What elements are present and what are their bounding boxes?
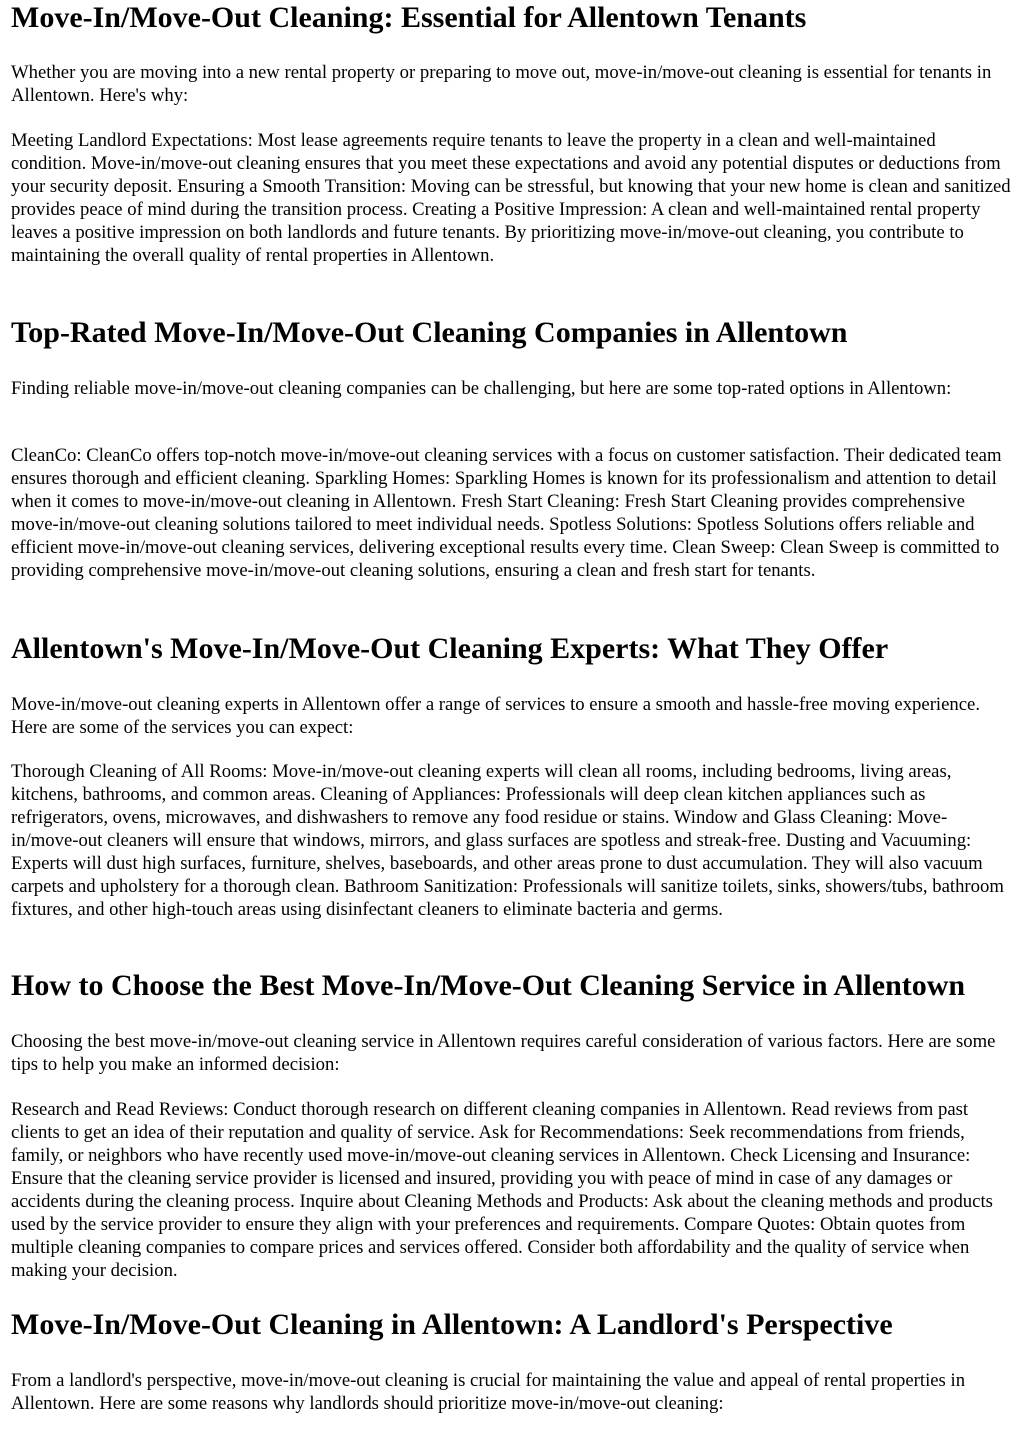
section-intro-experts: Move-in/move-out cleaning experts in Allentown offer a range of services to ensure a smooth and hassle-free moving experience. Here are some of the services you can expect: — [11, 694, 981, 738]
section-body-choose: Research and Read Reviews: Conduct thorough research on different cleaning companies in Allentown. Read reviews from past clients to get an idea of their reputation and quality of service. Ask for Recommendations: Seek recommendations from friends, family, or neighbors who have recently used move-in/move-out cleaning services in Allentown. Check Licensing and Insurance: Ensure that the cleaning service provider is licensed and insured, providing you with peace of mind in case of any damages or accidents during the cleaning process. Inquire about Cleaning Methods and Products: Ask about the cleaning methods and products used by the service provider to ensure they align with your preferences and requirements. Compare Quotes: Obtain quotes from multiple cleaning companies to compare prices and services offered. Consider both affordability and the quality of service when making your decision. — [11, 1099, 993, 1281]
section-body-companies: CleanCo: CleanCo offers top-notch move-in/move-out cleaning services with a focus on customer satisfaction. Their dedicated team ensures thorough and efficient cleaning. Sparkling Homes: Sparkling Homes is known for its professionalism and attention to detail when it comes to move-in/move-out cleaning in Allentown. Fresh Start Cleaning: Fresh Start Cleaning provides comprehensive move-in/move-out cleaning solutions tailored to meet individual needs. Spotless Solutions: Spotless Solutions offers reliable and efficient move-in/move-out cleaning services, delivering exceptional results every time. Clean Sweep: Clean Sweep is committed to providing comprehensive move-in/move-out cleaning solutions, ensuring a clean and fresh start for tenants. — [11, 445, 1002, 581]
section-intro-tenants: Whether you are moving into a new rental property or preparing to move out, move-in/move-out cleaning is essential for tenants in Allentown. Here's why: — [11, 62, 992, 106]
section-intro-choose: Choosing the best move-in/move-out cleaning service in Allentown requires careful consideration of various factors. Here are some tips to help you make an informed decision: — [11, 1031, 996, 1075]
section-body-tenants: Meeting Landlord Expectations: Most lease agreements require tenants to leave the property in a clean and well-maintained condition. Move-in/move-out cleaning ensures that you meet these expectations and avoid any potential disputes or deductions from your security deposit. Ensuring a Smooth Transition: Moving can be stressful, but knowing that your new home is clean and sanitized provides peace of mind during the transition process. Creating a Positive Impression: A clean and well-maintained rental property leaves a positive impression on both landlords and future tenants. By prioritizing move-in/move-out cleaning, you contribute to maintaining the overall quality of rental properties in Allentown. — [11, 130, 1011, 266]
section-heading-experts: Allentown's Move-In/Move-Out Cleaning Experts: What They Offer — [11, 632, 889, 665]
section-heading-landlord: Move-In/Move-Out Cleaning in Allentown: A Landlord's Perspective — [11, 1308, 893, 1341]
section-heading-choose: How to Choose the Best Move-In/Move-Out Cleaning Service in Allentown — [11, 969, 966, 1002]
section-intro-landlord: From a landlord's perspective, move-in/move-out cleaning is crucial for maintaining the value and appeal of rental properties in Allentown. Here are some reasons why landlords should prioritize move-in/move-out cleaning: — [11, 1370, 966, 1414]
section-heading-tenants: Move-In/Move-Out Cleaning: Essential for Allentown Tenants — [11, 1, 807, 34]
section-heading-companies: Top-Rated Move-In/Move-Out Cleaning Companies in Allentown — [11, 316, 848, 349]
section-body-experts: Thorough Cleaning of All Rooms: Move-in/move-out cleaning experts will clean all rooms, including bedrooms, living areas, kitchens, bathrooms, and common areas. Cleaning of Appliances: Professionals will deep clean kitchen appliances such as refrigerators, ovens, microwaves, and dishwashers to remove any food residue or stains. Window and Glass Cleaning: Move-in/move-out cleaners will ensure that windows, mirrors, and glass surfaces are spotless and streak-free. Dusting and Vacuuming: Experts will dust high surfaces, furniture, shelves, baseboards, and other areas prone to dust accumulation. They will also vacuum carpets and upholstery for a thorough clean. Bathroom Sanitization: Professionals will sanitize toilets, sinks, showers/tubs, bathroom fixtures, and other high-touch areas using disinfectant cleaners to eliminate bacteria and germs. — [11, 761, 1004, 920]
section-intro-companies: Finding reliable move-in/move-out cleaning companies can be challenging, but here are some top-rated options in Allentown: — [11, 378, 952, 399]
